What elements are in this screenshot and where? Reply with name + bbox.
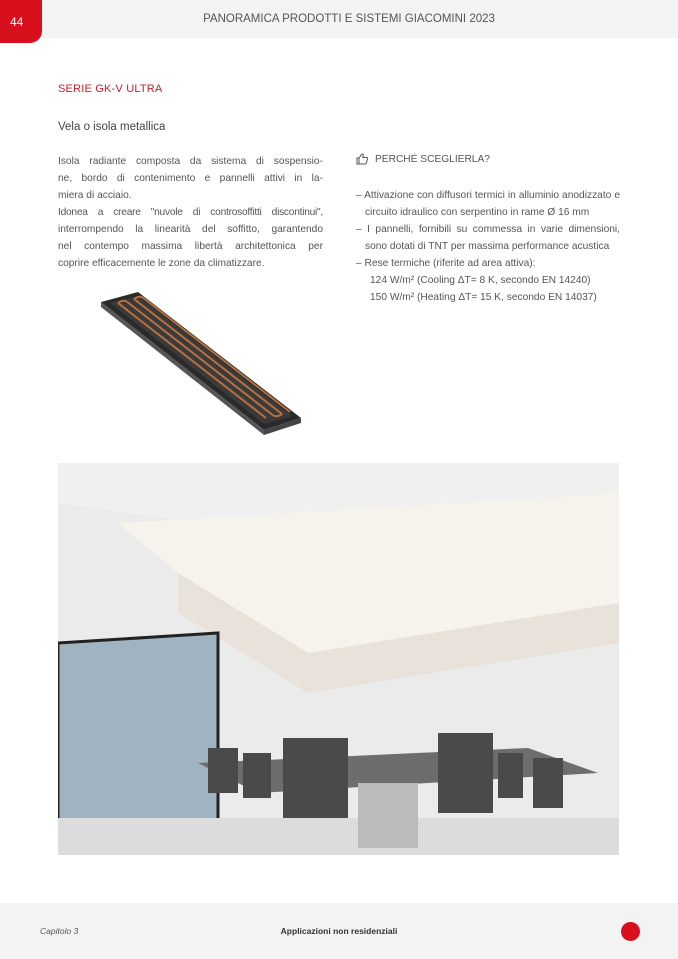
product-panel-image — [96, 290, 306, 435]
list-item: – I pannelli, fornibili su commessa in varie dimensioni, sono dotati di TNT per massima performance acustica — [356, 224, 620, 252]
page-number: 44 — [0, 0, 42, 43]
series-title: SERIE GK-V ULTRA — [58, 83, 163, 95]
list-item: – Attivazione con diffusori termici in alluminio anodizzato e circuito idraulico con serpentino in rame Ø 16 mm — [356, 190, 620, 218]
yield-item: 150 W/m² (Heating ΔT= 15 K, secondo EN 14037) — [370, 292, 597, 303]
description-line: nel contempo massima libertà architettonica per — [58, 241, 323, 252]
description-line: Isola radiante composta da sistema di sospensio- — [58, 156, 323, 167]
description-line: miera di acciaio. — [58, 190, 132, 201]
description-line: Idonea a creare "nuvole di controsoffitti discontinui", — [58, 207, 323, 218]
page-header — [0, 0, 678, 38]
subtitle: Vela o isola metallica — [58, 121, 166, 133]
list-item: – Rese termiche (riferite ad area attiva): — [356, 258, 536, 269]
description-line: interrompendo la linearità del soffitto, garantendo — [58, 224, 323, 235]
header-title: PANORAMICA PRODOTTI E SISTEMI GIACOMINI 2023 — [203, 13, 495, 25]
why-label: PERCHÉ SCEGLIERLA? — [375, 153, 490, 165]
description-line: coprire efficacemente le zone da climatizzare. — [58, 258, 265, 269]
chapter-label: Capitolo 3 — [40, 926, 79, 936]
description-line: ne, bordo di contenimento e pannelli attivi in la- — [58, 173, 323, 184]
section-label: Applicazioni non residenziali — [280, 926, 398, 936]
yield-item: 124 W/m² (Cooling ΔT= 8 K, secondo EN 14240) — [370, 275, 591, 286]
thumbs-up-icon — [356, 153, 368, 165]
why-heading — [356, 153, 490, 165]
description — [58, 153, 323, 272]
benefits-list — [356, 187, 620, 306]
page-footer — [0, 903, 678, 959]
office-ceiling-photo — [58, 463, 619, 855]
brand-logo-icon — [621, 922, 640, 941]
